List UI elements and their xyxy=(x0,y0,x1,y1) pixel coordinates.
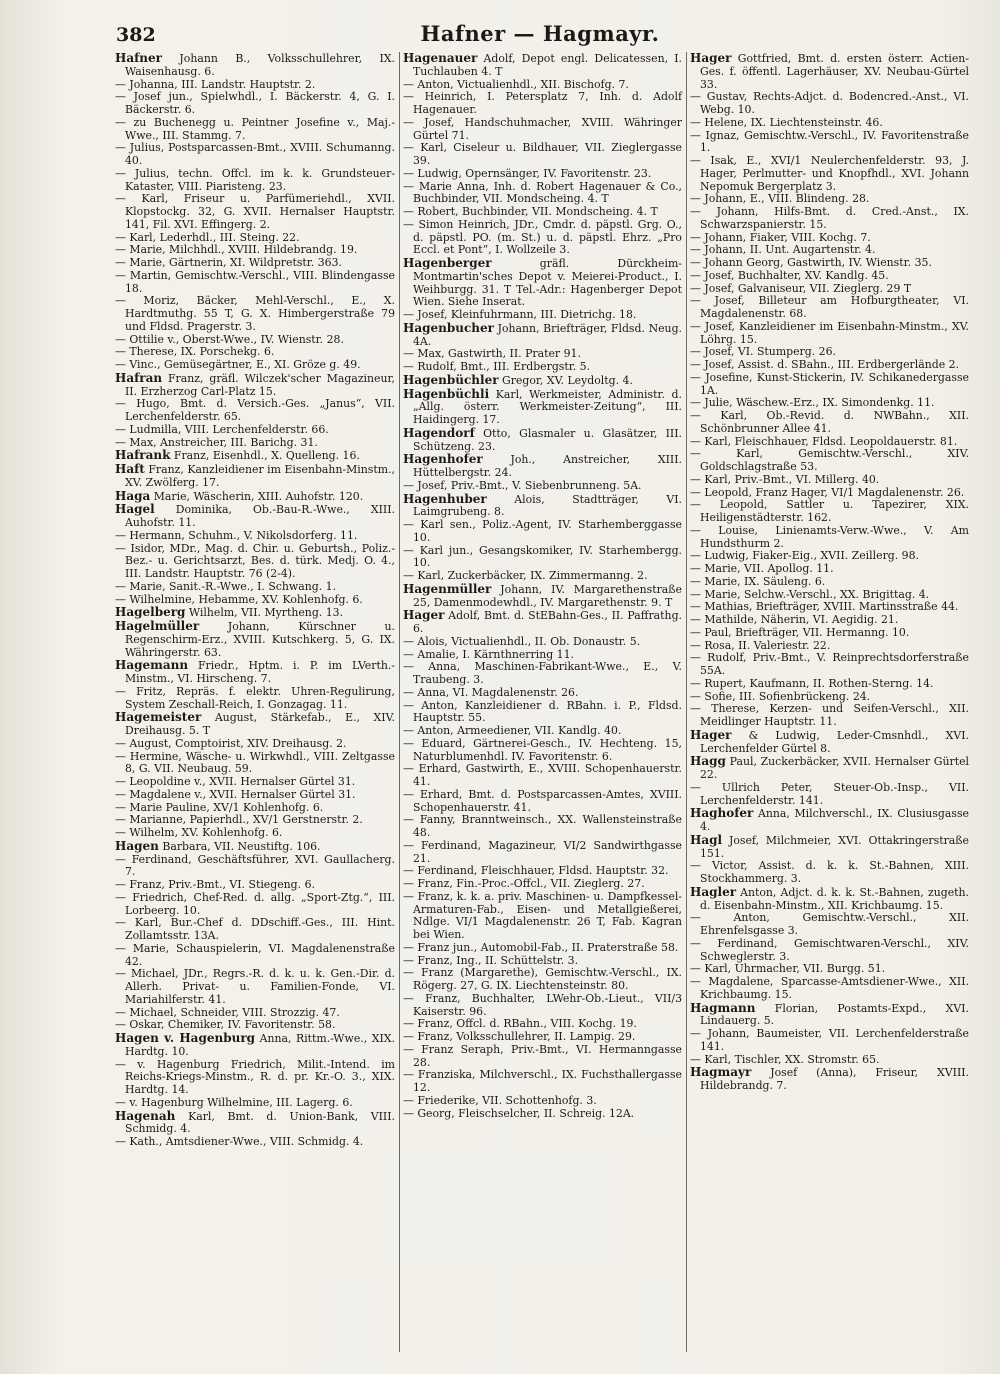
entry-details: Gregor, XV. Leydoltg. 4. xyxy=(502,373,633,387)
entry-details: Joh., Anstreicher, XIII. Hüttelbergstr. 24. xyxy=(413,453,682,479)
entry-details: Dominika, Ob.-Bau-R.-Wwe., XIII. Auhofstr. 11. xyxy=(125,503,395,529)
entry-details: — Leopoldine v., XVII. Hernalser Gürtel 31. xyxy=(115,775,356,788)
entry-details: Karl, Werkmeister, Administr. d. „Allg. österr. Werkmeister-Zeitung“, III. Haidingerg. 17. xyxy=(413,387,682,426)
directory-entry xyxy=(403,257,682,309)
directory-entry xyxy=(690,525,969,551)
directory-entry xyxy=(403,453,682,480)
directory-entry xyxy=(115,917,395,943)
entry-details: Friedr., Hptm. i. P. im LVerth.-Minstm., VI. Hirscheng. 7. xyxy=(125,659,395,685)
directory-entry xyxy=(115,52,395,79)
entry-details: — Franz, Volksschullehrer, II. Lampig. 29. xyxy=(403,1030,636,1043)
directory-entry xyxy=(690,91,969,117)
entry-details: — Gustav, Rechts-Adjct. d. Bodencred.-Anst., VI. Webg. 10. xyxy=(690,90,969,116)
entry-details: — Josef, Kleinfuhrmann, III. Dietrichg. 18. xyxy=(403,308,637,321)
directory-entry xyxy=(690,321,969,347)
entry-details: — Franz, Ing., II. Schüttelstr. 3. xyxy=(403,953,579,967)
entry-details: — Karl, Priv.-Bmt., VI. Millerg. 40. xyxy=(690,472,880,486)
directory-entry xyxy=(403,840,682,866)
entry-details: — Therese, Kerzen- und Seifen-Verschl., XII. Meidlinger Hauptstr. 11. xyxy=(690,702,969,728)
entry-details: — Max, Gastwirth, II. Prater 91. xyxy=(403,347,581,361)
directory-entry xyxy=(403,52,682,79)
directory-columns xyxy=(112,52,974,1352)
entry-details: — Karl, Friseur u. Parfümeriehdl., XVII. Klopstockg. 32, G. XVII. Hernalser Hauptstr. 141, Fil. XVI. Effingerg. 2. xyxy=(115,192,395,231)
directory-entry xyxy=(403,117,682,143)
directory-entry xyxy=(403,738,682,764)
directory-entry xyxy=(690,703,969,729)
entry-details: — Johann, E., VIII. Blindeng. 28. xyxy=(690,192,870,206)
entry-details: Adolf, Depot engl. Delicatessen, I. Tuchlauben 4. T xyxy=(413,52,682,78)
entry-details: — Hermann, Schuhm., V. Nikolsdorferg. 11. xyxy=(115,528,358,542)
entry-details: — Johann, Baumeister, VII. Lerchenfelderstraße 141. xyxy=(690,1027,969,1053)
entry-details: — Franz (Margarethe), Gemischtw.-Verschl., IX. Rögerg. 27, G. IX. Liechtensteinstr. 80. xyxy=(403,966,682,992)
entry-details: — Ottilie v., Oberst-Wwe., IV. Wienstr. 28. xyxy=(115,332,344,346)
entry-details: — Marie, Selchw.-Verschl., XX. Brigittag. 4. xyxy=(690,587,930,601)
directory-entry xyxy=(690,1002,969,1029)
entry-surname: Hager xyxy=(690,727,732,742)
directory-entry xyxy=(115,1136,395,1149)
entry-details: — Anton, Victualienhdl., XII. Bischofg. 7. xyxy=(403,77,629,91)
entry-details: — Karl, Ciseleur u. Bildhauer, VII. Zieglergasse 39. xyxy=(403,141,682,167)
directory-entry xyxy=(115,840,395,854)
page-number: 382 xyxy=(116,24,156,46)
directory-entry xyxy=(403,789,682,815)
entry-details: — Marianne, Papierhdl., XV/1 Gerstnerstr. 2. xyxy=(115,813,363,827)
entry-details: — Friederike, VII. Schottenhofg. 3. xyxy=(403,1093,597,1107)
entry-surname: Hagenauer xyxy=(403,52,478,65)
entry-details: — zu Buchenegg u. Peintner Josefine v., Maj.-Wwe., III. Stammg. 7. xyxy=(115,115,395,142)
entry-details: Franz, Eisenhdl., X. Quelleng. 16. xyxy=(173,449,360,463)
entry-details: — Johann Georg, Gastwirth, IV. Wienstr. 35. xyxy=(690,256,932,269)
directory-entry xyxy=(115,372,395,399)
entry-details: — Rudolf, Priv.-Bmt., V. Reinprechtsdorferstraße 55A. xyxy=(690,651,969,677)
entry-details: — Julius, Postsparcassen-Bmt., XVIII. Schumanng. 40. xyxy=(115,141,395,167)
entry-details: — Robert, Buchbinder, VII. Mondscheing. 4. T xyxy=(403,205,658,218)
entry-details: — Anton, Kanzleidiener d. RBahn. i. P., Fldsd. Hauptstr. 55. xyxy=(403,698,682,725)
entry-details: — Franz, Buchhalter, LWehr-Ob.-Lieut., VII/3 Kaiserstr. 96. xyxy=(403,991,682,1018)
directory-entry xyxy=(690,410,969,436)
directory-entry xyxy=(690,976,969,1002)
directory-entry xyxy=(690,834,969,861)
entry-details: — Rudolf, Bmt., III. Erdbergstr. 5. xyxy=(403,360,591,373)
directory-entry xyxy=(115,193,395,231)
entry-details: — Karl, Bur.-Chef d. DDschiff.-Ges., III. Hint. Zollamtsstr. 13A. xyxy=(115,916,395,942)
entry-details: — Josef, Billeteur am Hofburgtheater, VI. Magdalenenstr. 68. xyxy=(690,294,969,320)
entry-surname: Hagemeister xyxy=(115,710,202,725)
directory-entry xyxy=(115,295,395,333)
directory-entry xyxy=(115,117,395,143)
entry-details: Anton, Adjct. d. k. k. St.-Bahnen, zugeth. d. Eisenbahn-Minstm., XII. Krichbaumg. 15. xyxy=(700,885,969,912)
entry-details: — Josef, Galvaniseur, VII. Zieglerg. 29 T xyxy=(690,281,912,295)
entry-surname: Hagl xyxy=(690,832,723,847)
entry-details: — Marie, VII. Apollog. 11. xyxy=(690,562,834,575)
entry-details: — Sofie, III. Sofienbrückeng. 24. xyxy=(690,689,871,703)
entry-details: — Therese, IX. Porschekg. 6. xyxy=(115,345,275,359)
entry-details: — Ferdinand, Fleischhauer, Fldsd. Hauptstr. 32. xyxy=(403,864,669,878)
entry-details: — Josef, Kanzleidiener im Eisenbahn-Minstm., XV. Löhrg. 15. xyxy=(690,319,969,346)
page-header xyxy=(110,18,970,52)
entry-details: — Ferdinand, Geschäftsführer, XVI. Gaullacherg. 7. xyxy=(115,852,395,879)
entry-details: Johann, Briefträger, Fldsd. Neug. 4A. xyxy=(413,321,683,348)
entry-details: Alois, Stadtträger, VI. Laimgrubeng. 8. xyxy=(413,492,682,519)
entry-surname: Hagenbüchler xyxy=(403,372,499,387)
directory-entry xyxy=(115,606,395,620)
entry-details: — August, Comptoirist, XIV. Dreihausg. 2. xyxy=(115,736,347,750)
entry-details: — Alois, Victualienhdl., II. Ob. Donaustr. 5. xyxy=(403,634,641,648)
directory-entry xyxy=(115,1110,395,1137)
entry-details: — Marie, Sanit.-R.-Wwe., I. Schwang. 1. xyxy=(115,579,337,593)
directory-entry xyxy=(403,519,682,545)
directory-entry xyxy=(115,463,395,490)
entry-details: — Josef, Assist. d. SBahn., III. Erdbergerlände 2. xyxy=(690,358,960,371)
entry-surname: Hagg xyxy=(690,754,726,769)
directory-entry xyxy=(115,943,395,969)
entry-details: — Julie, Wäschew.-Erz., IX. Simondenkg. 11. xyxy=(690,396,935,410)
column-middle xyxy=(399,52,686,1352)
entry-details: — Johann, Hilfs-Bmt. d. Cred.-Anst., IX. Schwarzspanierstr. 15. xyxy=(690,205,969,231)
entry-surname: Hagler xyxy=(690,884,737,899)
entry-details: — Karl sen., Poliz.-Agent, IV. Starhemberggasse 10. xyxy=(403,518,682,544)
directory-entry xyxy=(403,814,682,840)
entry-details: — Karl jun., Gesangskomiker, IV. Starhembergg. 10. xyxy=(403,543,682,570)
entry-details: Johann, Kürschner u. Regenschirm-Erz., XVIII. Kutschkerg. 5, G. IX. Währingerstr. 63. xyxy=(125,620,395,659)
entry-details: — Johann, II. Unt. Augartenstr. 4. xyxy=(690,243,876,257)
entry-surname: Hager xyxy=(690,52,732,65)
entry-surname: Hafner xyxy=(115,52,162,65)
entry-surname: Hafrank xyxy=(115,448,171,463)
entry-details: Adolf, Bmt. d. StEBahn-Ges., II. Paffrathg. 6. xyxy=(413,609,682,635)
directory-entry xyxy=(690,295,969,321)
entry-details: — Mathilde, Näherin, VI. Aegidig. 21. xyxy=(690,613,899,626)
entry-details: — Anna, Maschinen-Fabrikant-Wwe., E., V. Traubeng. 3. xyxy=(403,660,682,686)
entry-details: Florian, Postamts-Expd., XVI. Lindauerg. 5. xyxy=(700,1001,969,1028)
entry-details: gräfl. Dürckheim-Montmartin'sches Depot v. Meierei-Product., I. Weihburgg. 31. T Tel.-Adr.: Hagenberger Depot Wien. Siehe Inserat. xyxy=(413,257,682,309)
entry-surname: Hagenbüchli xyxy=(403,386,490,401)
entry-details: — Marie, Gärtnerin, XI. Wildpretstr. 363. xyxy=(115,256,342,269)
entry-surname: Hagel xyxy=(115,502,155,517)
directory-entry xyxy=(403,967,682,993)
entry-details: Josef (Anna), Friseur, XVIII. Hildebrandg. 7. xyxy=(700,1066,970,1092)
directory-entry xyxy=(690,448,969,474)
entry-details: — v. Hagenburg Friedrich, Milit.-Intend. im Reichs-Kriegs-Minstm., R. d. pr. Kr.-O. 3., XIX. Hardtg. 14. xyxy=(115,1057,395,1096)
entry-details: — Erhard, Gastwirth, E., XVIII. Schopenhauerstr. 41. xyxy=(403,762,682,788)
directory-entry xyxy=(690,652,969,678)
directory-entry xyxy=(403,583,682,610)
entry-surname: Haghofer xyxy=(690,806,754,821)
entry-details: — Georg, Fleischselcher, II. Schreig. 12A. xyxy=(403,1106,635,1120)
entry-details: Barbara, VII. Neustiftg. 106. xyxy=(162,839,321,853)
entry-details: & Ludwig, Leder-Cmsnhdl., XVI. Lerchenfelder Gürtel 8. xyxy=(700,728,969,755)
entry-details: — Karl, Uhrmacher, VII. Burgg. 51. xyxy=(690,962,886,976)
entry-details: — Karl, Zuckerbäcker, IX. Zimmermanng. 2. xyxy=(403,569,648,582)
directory-entry xyxy=(403,1069,682,1095)
directory-entry xyxy=(690,372,969,398)
entry-surname: Hagen v. Hagenburg xyxy=(115,1031,256,1045)
entry-details: — Leopold, Sattler u. Tapezirer, XIX. Heiligenstädterstr. 162. xyxy=(690,498,969,524)
entry-details: — Franz, Fin.-Proc.-Offcl., VII. Zieglerg. 27. xyxy=(403,877,645,890)
directory-entry xyxy=(403,322,682,349)
directory-entry xyxy=(690,499,969,525)
entry-details: Wilhelm, VII. Myrtheng. 13. xyxy=(188,606,344,620)
directory-entry xyxy=(403,388,682,427)
entry-details: — Karl, Fleischhauer, Fldsd. Leopoldauerstr. 81. xyxy=(690,434,958,448)
entry-details: — Josef, Priv.-Bmt., V. Siebenbrunneng. 5A. xyxy=(403,478,642,492)
entry-details: — Ferdinand, Magazineur, VI/2 Sandwirthgasse 21. xyxy=(403,838,682,865)
entry-details: — Marie Pauline, XV/1 Kohlenhofg. 6. xyxy=(115,800,324,814)
directory-entry xyxy=(403,763,682,789)
entry-surname: Hagemann xyxy=(115,658,189,673)
entry-details: Franz, gräfl. Wilczek'scher Magazineur, II. Erzherzog Carl-Platz 15. xyxy=(125,371,395,398)
directory-entry xyxy=(115,270,395,296)
directory-entry xyxy=(403,1044,682,1070)
entry-details: — Fritz, Repräs. f. elektr. Uhren-Regulirung, System Zeschall-Reich, I. Gonzagag. 11. xyxy=(115,684,395,711)
directory-entry xyxy=(690,729,969,756)
entry-details: — Ullrich Peter, Steuer-Ob.-Insp., VII. Lerchenfelderstr. 141. xyxy=(690,780,969,807)
entry-details: — Franziska, Milchverschl., IX. Fuchsthallergasse 12. xyxy=(403,1068,682,1094)
directory-entry xyxy=(403,374,682,388)
entry-details: — Leopold, Franz Hager, VI/1 Magdalenenstr. 26. xyxy=(690,485,965,499)
entry-details: Marie, Wäscherin, XIII. Auhofstr. 120. xyxy=(153,489,364,503)
entry-details: — Max, Anstreicher, III. Barichg. 31. xyxy=(115,435,318,449)
entry-details: — Franz, Priv.-Bmt., VI. Stiegeng. 6. xyxy=(115,878,315,891)
entry-details: — Franz jun., Automobil-Fab., II. Praterstraße 58. xyxy=(403,940,679,954)
directory-entry xyxy=(115,751,395,777)
entry-details: August, Stärkefab., E., XIV. Dreihausg. 5. T xyxy=(125,711,395,737)
directory-entry xyxy=(690,782,969,808)
directory-entry xyxy=(690,755,969,782)
directory-entry xyxy=(690,807,969,834)
entry-details: — Hermine, Wäsche- u. Wirkwhdl., VIII. Zeltgasse 8, G. VII. Neubaug. 59. xyxy=(115,749,395,776)
entry-details: — Helene, IX. Liechtensteinstr. 46. xyxy=(690,115,883,129)
entry-details: — Josef, Handschuhmacher, XVIII. Währinger Gürtel 71. xyxy=(403,115,682,142)
entry-surname: Hagenhofer xyxy=(403,452,483,467)
entry-details: — Kath., Amtsdiener-Wwe., VIII. Schmidg. 4. xyxy=(115,1135,364,1148)
directory-entry xyxy=(115,968,395,1006)
entry-details: — Josef jun., Spielwhdl., I. Bäckerstr. 4, G. I. Bäckerstr. 6. xyxy=(115,90,395,116)
entry-details: — Karl, Ob.-Revid. d. NWBahn., XII. Schönbrunner Allee 41. xyxy=(690,409,969,435)
column-left xyxy=(112,52,399,1352)
entry-details: — Josefine, Kunst-Stickerin, IV. Schikanedergasse 1A. xyxy=(690,370,969,397)
entry-surname: Hager xyxy=(403,608,445,623)
directory-entry xyxy=(115,1032,395,1059)
entry-details: Franz, Kanzleidiener im Eisenbahn-Minstm., XV. Zwölferg. 17. xyxy=(125,463,395,489)
entry-details: — Anton, Armeediener, VII. Kandlg. 40. xyxy=(403,724,622,737)
directory-entry xyxy=(690,52,969,91)
entry-details: — Amalie, I. Kärnthnerring 11. xyxy=(403,647,574,661)
directory-entry xyxy=(403,493,682,520)
entry-details: — Magdalene, Sparcasse-Amtsdiener-Wwe., XII. Krichbaumg. 15. xyxy=(690,975,969,1001)
entry-surname: Haga xyxy=(115,488,151,503)
directory-entry xyxy=(115,168,395,194)
entry-details: — Karl, Gemischtw.-Verschl., XIV. Goldschlagstraße 53. xyxy=(690,447,969,473)
directory-entry xyxy=(115,686,395,712)
entry-details: — Wilhelm, XV. Kohlenhofg. 6. xyxy=(115,826,283,839)
entry-details: — Eduard, Gärtnerei-Gesch., IV. Hechteng. 15, Naturblumenhdl. IV. Favoritenstr. 6. xyxy=(403,736,682,763)
directory-entry xyxy=(403,181,682,207)
entry-details: — Fanny, Branntweinsch., XX. Wallensteinstraße 48. xyxy=(403,813,682,839)
directory-entry xyxy=(690,1066,969,1093)
directory-entry xyxy=(690,130,969,156)
directory-entry xyxy=(115,142,395,168)
directory-entry xyxy=(690,155,969,193)
entry-details: — Magdalene v., XVII. Hernalser Gürtel 31. xyxy=(115,787,356,801)
directory-entry xyxy=(403,700,682,726)
directory-entry xyxy=(403,891,682,942)
entry-details: — Oskar, Chemiker, IV. Favoritenstr. 58. xyxy=(115,1018,336,1032)
entry-surname: Hagenhuber xyxy=(403,491,487,506)
directory-entry xyxy=(115,854,395,880)
entry-details: — Rosa, II. Valeriestr. 22. xyxy=(690,638,831,652)
directory-entry xyxy=(690,886,969,913)
entry-details: — Friedrich, Chef-Red. d. allg. „Sport-Ztg.“, III. Lorbeerg. 10. xyxy=(115,890,395,917)
entry-surname: Hagenbucher xyxy=(403,320,494,335)
directory-entry xyxy=(115,503,395,530)
entry-details: — Julius, techn. Offcl. im k. k. Grundsteuer-Kataster, VIII. Piaristeng. 23. xyxy=(115,166,395,193)
entry-surname: Hafran xyxy=(115,370,163,385)
entry-details: — Josef, Buchhalter, XV. Kandlg. 45. xyxy=(690,268,889,282)
entry-details: — Karl, Lederhdl., III. Steing. 22. xyxy=(115,230,300,244)
entry-details: — Marie, Milchhdl., XVIII. Hildebrandg. 19. xyxy=(115,243,358,257)
entry-surname: Hagmann xyxy=(690,1000,756,1015)
entry-details: — Heinrich, I. Petersplatz 7, Inh. d. Adolf Hagenauer. xyxy=(403,90,682,116)
entry-details: Johann, IV. Margarethenstraße 25, Damenmodewhdl., IV. Margarethenstr. 9. T xyxy=(413,582,682,609)
entry-surname: Haft xyxy=(115,462,145,476)
directory-entry xyxy=(403,661,682,687)
entry-details: — Franz Seraph, Priv.-Bmt., VI. Hermanngasse 28. xyxy=(403,1042,682,1069)
entry-surname: Hagendorf xyxy=(403,425,475,440)
entry-details: — Erhard, Bmt. d. Postsparcassen-Amtes, XVIII. Schopenhauerstr. 41. xyxy=(403,787,682,814)
entry-details: — Marie Anna, Inh. d. Robert Hagenauer & Co., Buchbinder, VII. Mondscheing. 4. T xyxy=(403,179,682,206)
entry-details: — Michael, Schneider, VIII. Strozzig. 47. xyxy=(115,1005,340,1019)
entry-details: — Josef, VI. Stumperg. 26. xyxy=(690,345,836,359)
entry-details: — Marie, Schauspielerin, VI. Magdalenenstraße 42. xyxy=(115,941,395,968)
directory-entry xyxy=(115,91,395,117)
entry-details: — Isidor, MDr., Mag. d. Chir. u. Geburtsh., Poliz.-Bez.- u. Gerichtsarzt, Bes. d. türk. Medj. O. 4., III. Landstr. Hauptstr. 76 (2-4). xyxy=(115,541,395,580)
directory-entry xyxy=(690,1028,969,1054)
entry-details: — Anton, Gemischtw.-Verschl., XII. Ehrenfelsgasse 3. xyxy=(690,911,969,937)
directory-entry xyxy=(403,545,682,571)
entry-details: Gottfried, Bmt. d. ersten österr. Actien-Ges. f. öffentl. Lagerhäuser, XV. Neubau-Gürtel 33. xyxy=(700,52,969,91)
entry-details: — Ludwig, Opernsänger, IV. Favoritenstr. 23. xyxy=(403,166,652,180)
directory-entry xyxy=(403,609,682,636)
entry-details: Johann B., Volksschullehrer, IX. Waisenhausg. 6. xyxy=(125,52,395,78)
directory-entry xyxy=(115,543,395,581)
entry-details: Anna, Milchverschl., IX. Clusiusgasse 4. xyxy=(700,807,969,833)
entry-surname: Hagen xyxy=(115,838,159,853)
column-right xyxy=(686,52,973,1352)
entry-details: — Ludmilla, VIII. Lerchenfelderstr. 66. xyxy=(115,422,329,436)
entry-details: — Moriz, Bäcker, Mehl-Verschl., E., X. Hardtmuthg. 55 T, G. X. Himbergerstraße 79 und Fldsd. Pragerstr. 3. xyxy=(115,294,395,333)
directory-entry xyxy=(690,206,969,232)
directory-entry xyxy=(690,860,969,886)
entry-details: — Martin, Gemischtw.-Verschl., VIII. Blindengasse 18. xyxy=(115,268,395,295)
entry-details: — Simon Heinrich, JDr., Cmdr. d. päpstl. Grg. O., d. päpstl. PO. (m. St.) u. d. päpstl. Ehrz. „Pro Eccl. et Pont“, I. Wollzeile 3. xyxy=(403,217,682,257)
entry-details: — Marie, IX. Säuleng. 6. xyxy=(690,574,826,588)
entry-details: — Isak, E., XVI/1 Neulerchenfelderstr. 93, J. Hager, Perlmutter- und Knopfhdl., XVI. Johann Nepomuk Bergerplatz 3. xyxy=(690,154,969,193)
directory-entry xyxy=(115,449,395,463)
entry-details: — Anna, VI. Magdalenenstr. 26. xyxy=(403,685,579,699)
entry-surname: Hagenberger xyxy=(403,256,492,270)
entry-details: — Ludwig, Fiaker-Eig., XVII. Zeillerg. 98. xyxy=(690,549,919,563)
entry-details: — Johann, Fiaker, VIII. Kochg. 7. xyxy=(690,230,871,244)
entry-details: Paul, Zuckerbäcker, XVII. Hernalser Gürtel 22. xyxy=(700,755,969,781)
entry-surname: Hagelmüller xyxy=(115,619,200,633)
entry-details: — Wilhelmine, Hebamme, XV. Kohlenhofg. 6. xyxy=(115,592,363,606)
entry-details: — Johanna, III. Landstr. Hauptstr. 2. xyxy=(115,77,316,91)
entry-details: — Karl, Tischler, XX. Stromstr. 65. xyxy=(690,1052,880,1066)
entry-details: — Vinc., Gemüsegärtner, E., XI. Gröze g. 49. xyxy=(115,358,361,371)
directory-entry xyxy=(403,142,682,168)
entry-details: Josef, Milchmeier, XVI. Ottakringerstraße 151. xyxy=(700,833,969,860)
directory-entry xyxy=(403,91,682,117)
entry-details: — Victor, Assist. d. k. k. St.-Bahnen, XIII. Stockhammerg. 3. xyxy=(690,859,969,885)
entry-details: — Ignaz, Gemischtw.-Verschl., IV. Favoritenstraße 1. xyxy=(690,128,969,155)
directory-entry xyxy=(115,620,395,659)
entry-details: — Ferdinand, Gemischtwaren-Verschl., XIV. Schweglerstr. 3. xyxy=(690,936,969,963)
entry-details: — v. Hagenburg Wilhelmine, III. Lagerg. 6. xyxy=(115,1095,353,1109)
entry-details: Otto, Glasmaler u. Glasätzer, III. Schützeng. 23. xyxy=(413,426,682,453)
entry-details: — Franz, k. k. a. priv. Maschinen- u. Dampfkessel-Armaturen-Fab., Eisen- und Metallgießerei, Ndlge. VI/1 Magdalenenstr. 26 T, Fab. Kagran bei Wien. xyxy=(403,889,682,941)
directory-entry xyxy=(690,912,969,938)
directory-entry xyxy=(115,1059,395,1097)
directory-entry xyxy=(115,398,395,424)
entry-details: — Michael, JDr., Regrs.-R. d. k. u. k. Gen.-Dir. d. Allerh. Privat- u. Familien-Fonde, VI. Mariahilferstr. 41. xyxy=(115,967,395,1006)
running-head: Hafner — Hagmayr. xyxy=(420,21,660,46)
entry-surname: Hagmayr xyxy=(690,1065,752,1080)
directory-entry xyxy=(403,993,682,1019)
directory-entry xyxy=(115,892,395,918)
entry-surname: Hagenah xyxy=(115,1108,176,1123)
entry-details: — Franz, Offcl. d. RBahn., VIII. Kochg. 19. xyxy=(403,1017,637,1031)
entry-details: Anna, Rittm.-Wwe., XIX. Hardtg. 10. xyxy=(125,1032,396,1058)
entry-details: — Rupert, Kaufmann, II. Rothen-Sterng. 14. xyxy=(690,676,934,690)
entry-details: — Louise, Linienamts-Verw.-Wwe., V. Am Hundsthurm 2. xyxy=(690,523,969,550)
directory-entry xyxy=(115,490,395,504)
directory-entry xyxy=(403,1108,682,1121)
entry-details: — Hugo, Bmt. d. Versich.-Ges. „Janus“, VII. Lerchenfelderstr. 65. xyxy=(115,397,395,423)
directory-entry xyxy=(115,659,395,686)
directory-entry xyxy=(403,427,682,454)
entry-surname: Hagelberg xyxy=(115,605,186,620)
entry-details: Karl, Bmt. d. Union-Bank, VIII. Schmidg. 4. xyxy=(125,1109,395,1136)
entry-details: — Mathias, Briefträger, XVIII. Martinsstraße 44. xyxy=(690,600,959,614)
directory-entry xyxy=(403,219,682,257)
entry-details: — Paul, Briefträger, VII. Hermanng. 10. xyxy=(690,625,910,639)
entry-surname: Hagenmüller xyxy=(403,581,492,596)
directory-entry xyxy=(690,938,969,964)
directory-entry xyxy=(115,711,395,738)
